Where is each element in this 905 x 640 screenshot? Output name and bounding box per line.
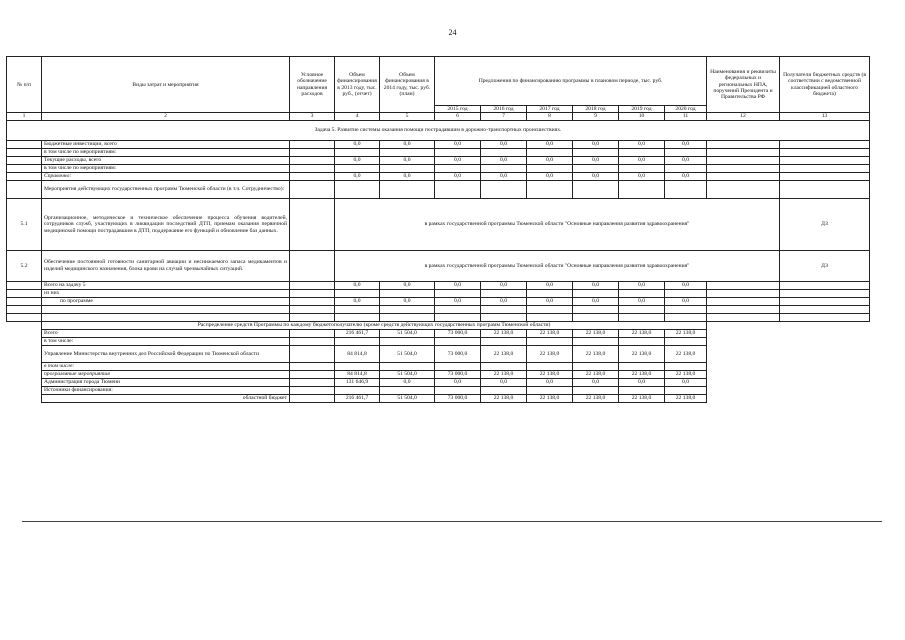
column-number: 4: [335, 113, 380, 120]
task-title: Задача 5. Развитие системы оказания помощи пострадавшим в дорожно-транспортных происшествиях.: [7, 120, 870, 140]
row-value: [435, 337, 481, 345]
row-label: Всего: [42, 329, 290, 337]
row-value: 22 138,0: [665, 345, 707, 362]
row-value: 22 138,0: [573, 345, 619, 362]
row-value: [573, 164, 619, 172]
row-value: 51 504,0: [380, 370, 435, 378]
column-number: 6: [435, 113, 481, 120]
row-value: 0,0: [619, 140, 665, 148]
row-value: 0,0: [481, 156, 527, 164]
row-value: 84 814,8: [335, 370, 380, 378]
row-value: 0,0: [435, 378, 481, 386]
row-value: 0,0: [335, 281, 380, 289]
row-value: 73 000,0: [435, 394, 481, 402]
column-number: 2: [42, 113, 290, 120]
row-label: Справочно:: [42, 172, 290, 180]
table-row: [7, 386, 870, 394]
row-value: [481, 337, 527, 345]
row-value: 22 138,0: [619, 345, 665, 362]
bottom-rule: [22, 521, 882, 522]
row-value: [481, 362, 527, 370]
row-value: [335, 337, 380, 345]
year-header: 2016 год: [481, 106, 527, 113]
row-value: 0,0: [573, 378, 619, 386]
row-value: 0,0: [573, 172, 619, 180]
row-value: [481, 289, 527, 297]
row-value: 22 138,0: [619, 370, 665, 378]
table-row: [7, 394, 870, 402]
row-value: [573, 148, 619, 156]
row-label: Бюджетные инвестиции, всего: [42, 140, 290, 148]
row-value: 0,0: [435, 172, 481, 180]
row-value: [481, 386, 527, 394]
row-label: Всего на задачу 5: [42, 281, 290, 289]
row-value: [619, 386, 665, 394]
row-label: Управление Министерства внутренних дел Российской Федерации по Тюменской области: [42, 345, 290, 362]
row-value: 22 138,0: [527, 370, 573, 378]
row-value: [527, 148, 573, 156]
col-header-2014: Объем финансирования в 2014 году, тыс. руб. (план): [380, 57, 435, 113]
row-value: [481, 148, 527, 156]
row-value: [335, 362, 380, 370]
row-label: Текущие расходы, всего: [42, 156, 290, 164]
row-value: [665, 289, 707, 297]
row-value: 22 138,0: [573, 329, 619, 337]
row-value: 0,0: [619, 172, 665, 180]
column-number: 3: [290, 113, 335, 120]
row-value: 0,0: [335, 172, 380, 180]
row-value: [619, 337, 665, 345]
row-value: 22 138,0: [573, 394, 619, 402]
row-value: 0,0: [335, 297, 380, 305]
table-row: [7, 172, 870, 180]
item-number: 5.2: [7, 250, 42, 281]
row-value: 0,0: [665, 140, 707, 148]
item-text: Обеспечение постоянной готовности санитарной авиации и неснижаемого запаса медикаментов и изделий медицинского назначения, блока крови на случай чрезвычайных ситуаций.: [42, 250, 290, 281]
item-text: Организационное, методическое и техническое обеспечение процесса обучения водителей, сотрудников служб, участвующих в ликвидации последствий ДТП, приемам оказания первичной медицинской помощи пострадавшим в ДТП, поддержание его функций и обновление баз данных.: [42, 198, 290, 250]
year-header: 2017 год: [527, 106, 573, 113]
row-value: [665, 362, 707, 370]
col-header-proposals: Предложения по финансированию программы в плановом периоде, тыс. руб.: [435, 57, 707, 106]
row-value: 0,0: [481, 281, 527, 289]
row-value: [435, 148, 481, 156]
row-value: 216 461,7: [335, 394, 380, 402]
row-label: программные мероприятия: [42, 370, 290, 378]
row-value: 22 138,0: [527, 345, 573, 362]
row-value: [435, 164, 481, 172]
row-value: 22 138,0: [481, 345, 527, 362]
row-value: 0,0: [380, 156, 435, 164]
row-value: [619, 148, 665, 156]
year-header: 2020 год: [665, 106, 707, 113]
row-value: 131 646,9: [335, 378, 380, 386]
row-value: 22 138,0: [573, 370, 619, 378]
item-recipient: ДЗ: [780, 250, 870, 281]
row-value: 0,0: [335, 156, 380, 164]
row-value: 0,0: [335, 140, 380, 148]
column-number: 12: [707, 113, 780, 120]
table-row: [7, 140, 870, 148]
row-value: 22 138,0: [481, 394, 527, 402]
row-value: 22 138,0: [527, 329, 573, 337]
row-value: [619, 164, 665, 172]
distribution-title: Распределение средств Программы по каждому бюджетополучателю (кроме средств действующих государственных программ Тюменской области): [42, 321, 707, 329]
table-row: [7, 289, 870, 297]
table-row: [7, 378, 870, 386]
table-row: [7, 370, 870, 378]
row-label: Администрация города Тюмени: [42, 378, 290, 386]
row-label: Источники финансирования:: [42, 386, 290, 394]
row-value: 0,0: [573, 281, 619, 289]
item-recipient: ДЗ: [780, 198, 870, 250]
row-value: [573, 386, 619, 394]
row-value: 0,0: [380, 281, 435, 289]
row-value: 0,0: [380, 297, 435, 305]
row-label: в том числе:: [42, 362, 290, 370]
item-program-note: в рамках государственной программы Тюменской области "Основные направления развития здравоохранения": [335, 250, 780, 281]
row-value: 0,0: [481, 297, 527, 305]
row-value: 0,0: [527, 156, 573, 164]
row-value: 51 504,0: [380, 394, 435, 402]
row-value: [380, 337, 435, 345]
row-value: 22 138,0: [619, 394, 665, 402]
column-number: 9: [573, 113, 619, 120]
table-row: [7, 164, 870, 172]
row-label: по программе: [42, 297, 290, 305]
row-label: в том числе по мероприятиям:: [42, 164, 290, 172]
year-header: 2019 год: [619, 106, 665, 113]
row-value: [527, 289, 573, 297]
row-value: [335, 148, 380, 156]
row-value: 0,0: [435, 281, 481, 289]
col-header-2013: Объем финансирования в 2013 году, тыс. руб., (отчет): [335, 57, 380, 113]
row-value: 51 504,0: [380, 345, 435, 362]
page-number: 24: [448, 28, 457, 37]
table-row: [7, 156, 870, 164]
table-row: [7, 362, 870, 370]
row-value: 0,0: [619, 297, 665, 305]
column-number: 8: [527, 113, 573, 120]
row-value: 216 461,7: [335, 329, 380, 337]
row-value: 22 138,0: [665, 329, 707, 337]
row-value: [573, 289, 619, 297]
row-value: [335, 289, 380, 297]
row-value: [481, 164, 527, 172]
row-value: [435, 386, 481, 394]
col-header-num: № п/п: [7, 57, 42, 113]
row-value: [527, 337, 573, 345]
row-value: [380, 362, 435, 370]
row-value: 0,0: [573, 297, 619, 305]
table-row: [7, 329, 870, 337]
row-value: [380, 386, 435, 394]
col-header-recipients: Получатели бюджетных средств (в соответствии с ведомственной классификацией областного бюджета): [780, 57, 870, 113]
row-value: [619, 289, 665, 297]
row-value: 0,0: [527, 281, 573, 289]
row-label: из них: [42, 289, 290, 297]
row-value: 0,0: [435, 140, 481, 148]
row-value: 0,0: [481, 172, 527, 180]
row-value: [665, 386, 707, 394]
year-header: 2018 год: [573, 106, 619, 113]
row-value: [665, 148, 707, 156]
row-value: [380, 148, 435, 156]
table-row: [7, 297, 870, 305]
col-header-npa: Наименования и реквизиты федеральных и региональных НПА, поручений Президента и Правительства РФ: [707, 57, 780, 113]
row-value: 0,0: [527, 172, 573, 180]
row-value: 22 138,0: [527, 394, 573, 402]
row-value: 22 138,0: [665, 394, 707, 402]
column-number: 13: [780, 113, 870, 120]
row-value: 0,0: [665, 297, 707, 305]
column-number: 7: [481, 113, 527, 120]
row-value: [435, 362, 481, 370]
row-value: 0,0: [665, 172, 707, 180]
row-value: [380, 164, 435, 172]
item-number: 5.1: [7, 198, 42, 250]
row-value: 73 000,0: [435, 345, 481, 362]
table-row: [7, 337, 870, 345]
table-row: [7, 281, 870, 289]
row-label: в том числе:: [42, 337, 290, 345]
year-header: 2015 год: [435, 106, 481, 113]
row-value: [527, 362, 573, 370]
item-program-note: в рамках государственной программы Тюменской области "Основные направления развития здравоохранения": [335, 198, 780, 250]
row-value: 0,0: [481, 378, 527, 386]
program-table: [6, 56, 870, 403]
column-number: 1: [7, 113, 42, 120]
row-value: 0,0: [380, 378, 435, 386]
row-value: 22 138,0: [481, 370, 527, 378]
row-value: 0,0: [665, 378, 707, 386]
col-header-kinds: Виды затрат и мероприятия: [42, 57, 290, 113]
row-value: 73 000,0: [435, 329, 481, 337]
column-number: 11: [665, 113, 707, 120]
row-value: [573, 337, 619, 345]
row-value: 22 138,0: [481, 329, 527, 337]
row-value: 0,0: [619, 156, 665, 164]
row-value: 0,0: [665, 281, 707, 289]
row-value: 0,0: [435, 156, 481, 164]
row-value: 51 504,0: [380, 329, 435, 337]
row-value: 0,0: [527, 140, 573, 148]
row-value: 22 138,0: [619, 329, 665, 337]
mero-label: Мероприятия действующих государственных программ Тюменской области (в т.ч. Сотрудничество):: [42, 180, 290, 198]
row-value: 0,0: [527, 297, 573, 305]
row-value: [335, 164, 380, 172]
row-value: [527, 386, 573, 394]
row-value: 73 000,0: [435, 370, 481, 378]
row-value: 0,0: [573, 156, 619, 164]
row-value: 0,0: [481, 140, 527, 148]
row-value: [380, 289, 435, 297]
row-value: 0,0: [435, 297, 481, 305]
row-value: [619, 362, 665, 370]
row-value: [527, 164, 573, 172]
row-value: 0,0: [527, 378, 573, 386]
column-number: 5: [380, 113, 435, 120]
row-value: 22 138,0: [665, 370, 707, 378]
row-value: [335, 386, 380, 394]
row-value: [573, 362, 619, 370]
row-value: 0,0: [619, 378, 665, 386]
table-row: [7, 148, 870, 156]
row-value: 0,0: [619, 281, 665, 289]
row-value: 84 814,8: [335, 345, 380, 362]
row-value: [665, 164, 707, 172]
row-value: [665, 337, 707, 345]
row-label: в том числе по мероприятиям:: [42, 148, 290, 156]
table-row: [7, 345, 870, 362]
row-label: областной бюджет: [42, 394, 290, 402]
row-value: [435, 289, 481, 297]
row-value: 0,0: [380, 172, 435, 180]
col-header-cond: Условное обозначение направления расходов: [290, 57, 335, 113]
row-value: 0,0: [573, 140, 619, 148]
column-number: 10: [619, 113, 665, 120]
row-value: 0,0: [380, 140, 435, 148]
row-value: 0,0: [665, 156, 707, 164]
